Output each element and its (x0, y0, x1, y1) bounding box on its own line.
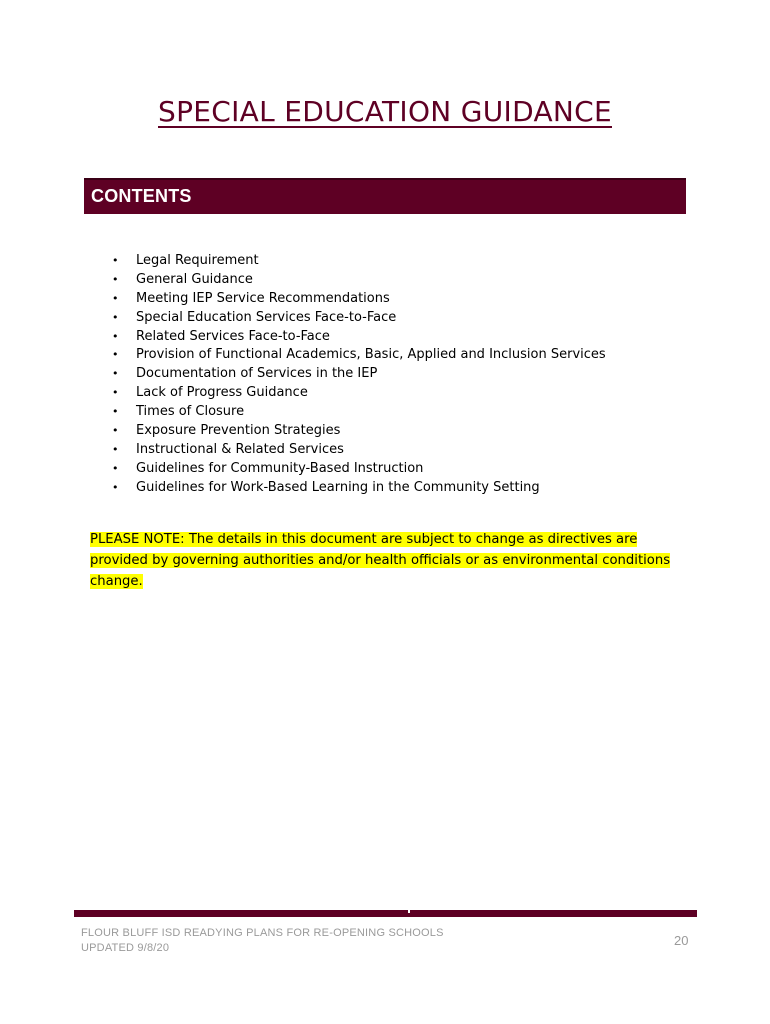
highlighted-note-text: PLEASE NOTE: The details in this document are subject to change as directives are provided by governing authorities and/or health officials or as environmental conditions change. (90, 532, 671, 589)
contents-header-bar (84, 178, 686, 214)
list-item (108, 403, 606, 422)
bullet-icon: • (112, 442, 119, 456)
list-item-label: Guidelines for Work-Based Learning in the Community Setting (136, 479, 540, 495)
list-item-label: Meeting IEP Service Recommendations (136, 290, 390, 306)
footer-organization: FLOUR BLUFF ISD READYING PLANS FOR RE-OPENING SCHOOLS (81, 927, 444, 939)
list-item-label: Lack of Progress Guidance (136, 385, 308, 401)
list-item (108, 384, 606, 403)
list-item (108, 422, 606, 441)
bullet-icon: • (112, 367, 119, 381)
list-item-label: Exposure Prevention Strategies (136, 423, 341, 439)
bullet-icon: • (112, 329, 119, 343)
list-item (108, 309, 606, 328)
footer-divider (74, 910, 697, 917)
list-item-label: Guidelines for Community-Based Instruction (136, 460, 424, 476)
bullet-icon: • (112, 461, 119, 475)
bullet-icon: • (112, 424, 119, 438)
list-item-label: General Guidance (136, 271, 253, 287)
bullet-icon: • (112, 291, 119, 305)
list-item (108, 328, 606, 347)
list-item (108, 290, 606, 309)
list-item-label: Provision of Functional Academics, Basic, Applied and Inclusion Services (136, 347, 606, 363)
bullet-icon: • (112, 405, 119, 419)
bullet-icon: • (112, 254, 119, 267)
list-item (108, 479, 606, 498)
list-item-label: Legal Requirement (136, 253, 259, 268)
bullet-icon: • (112, 272, 119, 286)
list-item-label: Documentation of Services in the IEP (136, 366, 378, 382)
list-item (108, 460, 606, 479)
footer-divider-notch (408, 910, 410, 913)
list-item-label: Special Education Services Face-to-Face (136, 309, 397, 325)
footer-updated-date: UPDATED 9/8/20 (81, 942, 170, 954)
list-item-label: Times of Closure (136, 404, 245, 420)
bullet-icon: • (112, 386, 119, 400)
page-number: 20 (674, 933, 689, 948)
list-item (108, 271, 606, 290)
list-item-label: Instructional & Related Services (136, 441, 344, 457)
list-item (108, 441, 606, 460)
bullet-icon: • (112, 310, 119, 324)
list-item (108, 365, 606, 384)
list-item (108, 346, 606, 365)
list-item (108, 252, 606, 271)
bullet-icon: • (112, 348, 119, 362)
list-item-label: Related Services Face-to-Face (136, 328, 330, 344)
contents-heading: CONTENTS (91, 186, 192, 206)
bullet-icon: • (112, 480, 119, 494)
page-title: SPECIAL EDUCATION GUIDANCE (158, 95, 612, 128)
contents-list (108, 252, 606, 498)
please-note-paragraph (90, 529, 690, 592)
